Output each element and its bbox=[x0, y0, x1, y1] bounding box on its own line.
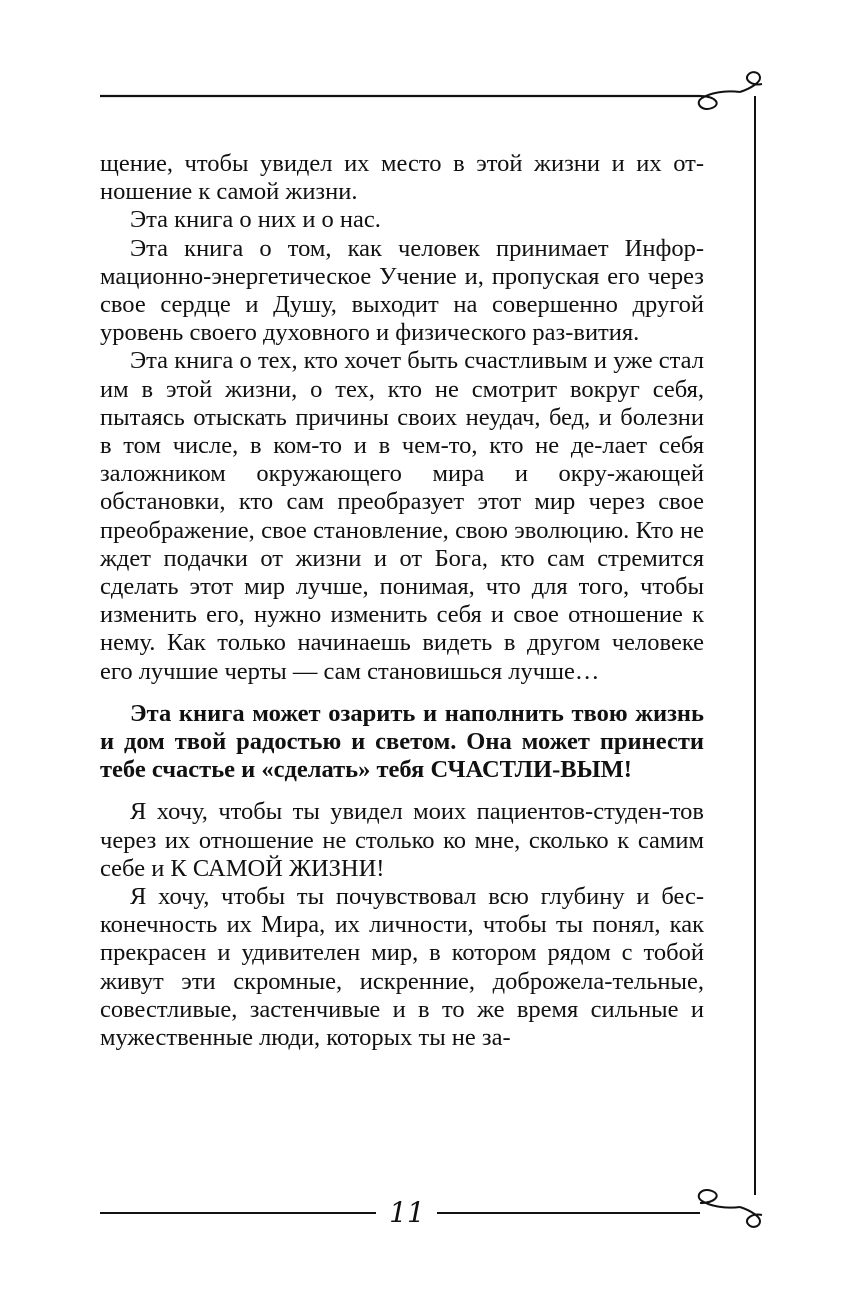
body-text bbox=[100, 150, 704, 1052]
paragraph-2: Эта книга о них и о нас. bbox=[130, 206, 381, 234]
paragraph-7: Я хочу, чтобы ты почувствовал всю глубину и бес-конечность их Мира, их личности, чтобы ты понял, как прекрасен и удивителен мир, в котором рядом с тобой живут эти скромные, искренние, доброжела-тельные, совестливые, застенчивые и в то же время сильные и мужественные люди, которых ты не за- bbox=[100, 883, 704, 1052]
paragraph-4: Эта книга о тех, кто хочет быть счастливым и уже стал им в этой жизни, о тех, кто не смотрит вокруг себя, пытаясь отыскать причины своих неудач, бед, и болезни в том числе, в ком-то и в чем-то, кто не де-лает себя заложником окружающего мира и окру-жающей обстановки, кто сам преобразует этот мир через свое преображение, свое становление, свою эволюцию. Кто не ждет подачки от жизни и от Бога, кто сам стремится сделать этот мир лучше, понимая, что для того, чтобы изменить его, нужно изменить себя и свое отношение к нему. Как только начинаешь видеть в другом человеке его лучшие черты — сам становишься лучше… bbox=[100, 347, 704, 685]
paragraph-6: Я хочу, чтобы ты увидел моих пациентов-студен-тов через их отношение не столько ко мне, сколько к самим себе и К САМОЙ ЖИЗНИ! bbox=[100, 798, 704, 882]
paragraph-5-emphasis: Эта книга может озарить и наполнить твою жизнь и дом твой радостью и светом. Она может принести тебе счастье и «сделать» тебя СЧАСТЛИ-ВЫМ! bbox=[100, 699, 704, 784]
paragraph-1: щение, чтобы увидел их место в этой жизни и их от-ношение к самой жизни. bbox=[100, 150, 704, 206]
page-number: 11 bbox=[389, 1196, 425, 1229]
paragraph-3: Эта книга о том, как человек принимает Инфор-мационно-энергетическое Учение и, пропуская его через свое сердце и Душу, выходит на совершенно другой уровень своего духовного и физического раз-вития. bbox=[100, 234, 704, 347]
